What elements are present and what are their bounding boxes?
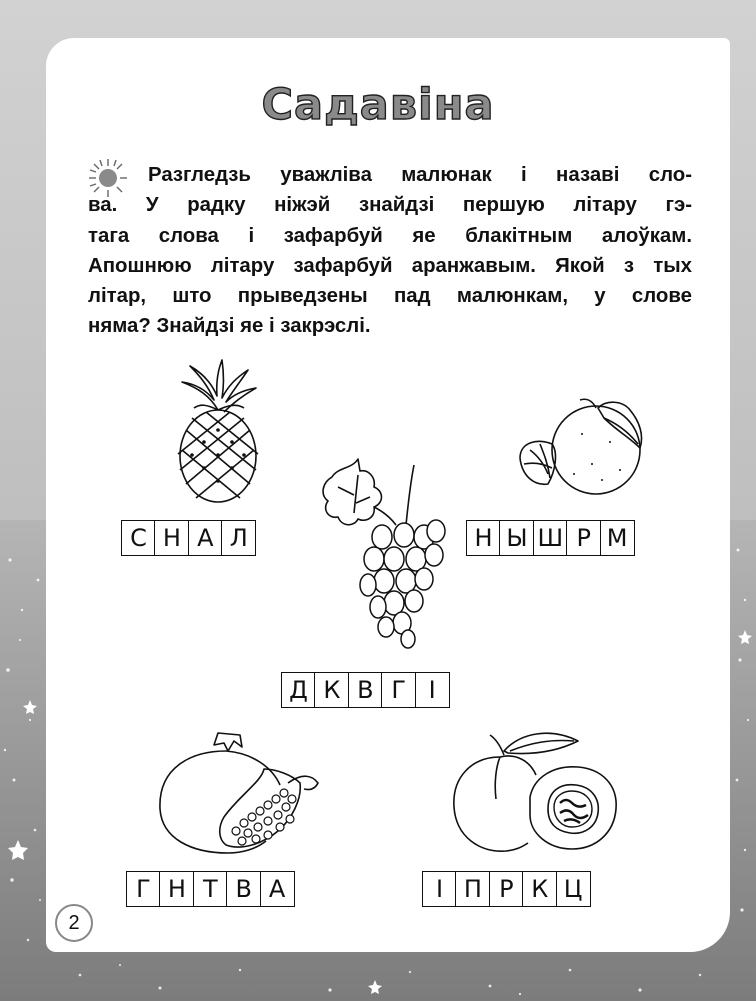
letter-cell[interactable]: Ц: [556, 871, 591, 907]
letter-cell[interactable]: К: [522, 871, 557, 907]
letter-cell[interactable]: Г: [126, 871, 161, 907]
grapes-illustration: [318, 455, 450, 651]
letter-cell[interactable]: С: [121, 520, 156, 556]
letter-cell[interactable]: Р: [489, 871, 524, 907]
pineapple-illustration: [168, 358, 268, 508]
tangerine-illustration: [512, 394, 654, 502]
letter-cell[interactable]: Р: [566, 520, 601, 556]
task-instructions: [88, 160, 692, 342]
letter-cell[interactable]: А: [188, 520, 223, 556]
letter-cell[interactable]: Н: [466, 520, 501, 556]
pomegranate-illustration: [152, 727, 324, 857]
instruction-line: няма? Знайдзі яе і закрэслі.: [88, 315, 371, 338]
letter-cell[interactable]: Н: [159, 871, 194, 907]
letter-cell[interactable]: Д: [281, 672, 316, 708]
letter-cell[interactable]: В: [348, 672, 383, 708]
letter-row-tangerine: [466, 520, 635, 556]
letter-cell[interactable]: Т: [193, 871, 228, 907]
instruction-line: ва. У радку ніжэй знайдзі першую літару гэ-: [88, 194, 692, 217]
page-title: Садавіна: [261, 80, 495, 130]
letter-row-pineapple: [121, 520, 256, 556]
letter-cell[interactable]: І: [415, 672, 450, 708]
letter-cell[interactable]: А: [260, 871, 295, 907]
letter-cell[interactable]: Г: [381, 672, 416, 708]
instruction-line: Апошнюю літару зафарбуй аранжавым. Якой з тых: [88, 254, 692, 277]
letter-cell[interactable]: Л: [221, 520, 256, 556]
letter-cell[interactable]: І: [422, 871, 457, 907]
page-number: 2: [55, 904, 93, 942]
letter-row-pomegranate: [126, 871, 295, 907]
letter-cell[interactable]: Ы: [499, 520, 534, 556]
instruction-line: тага слова і зафарбуй яе блакітным алоўкам.: [88, 224, 692, 247]
instruction-line: Разгледзь уважліва малюнак і назаві сло-: [148, 164, 692, 186]
peach-illustration: [450, 727, 620, 857]
letter-cell[interactable]: В: [226, 871, 261, 907]
letter-cell[interactable]: К: [314, 672, 349, 708]
letter-row-grapes: [281, 672, 450, 708]
letter-cell[interactable]: Н: [154, 520, 189, 556]
letter-cell[interactable]: М: [600, 520, 635, 556]
letter-row-peach: [422, 871, 591, 907]
instruction-line: літар, што прыведзены пад малюнкам, у слове: [88, 285, 692, 308]
letter-cell[interactable]: Ш: [533, 520, 568, 556]
letter-cell[interactable]: П: [455, 871, 490, 907]
